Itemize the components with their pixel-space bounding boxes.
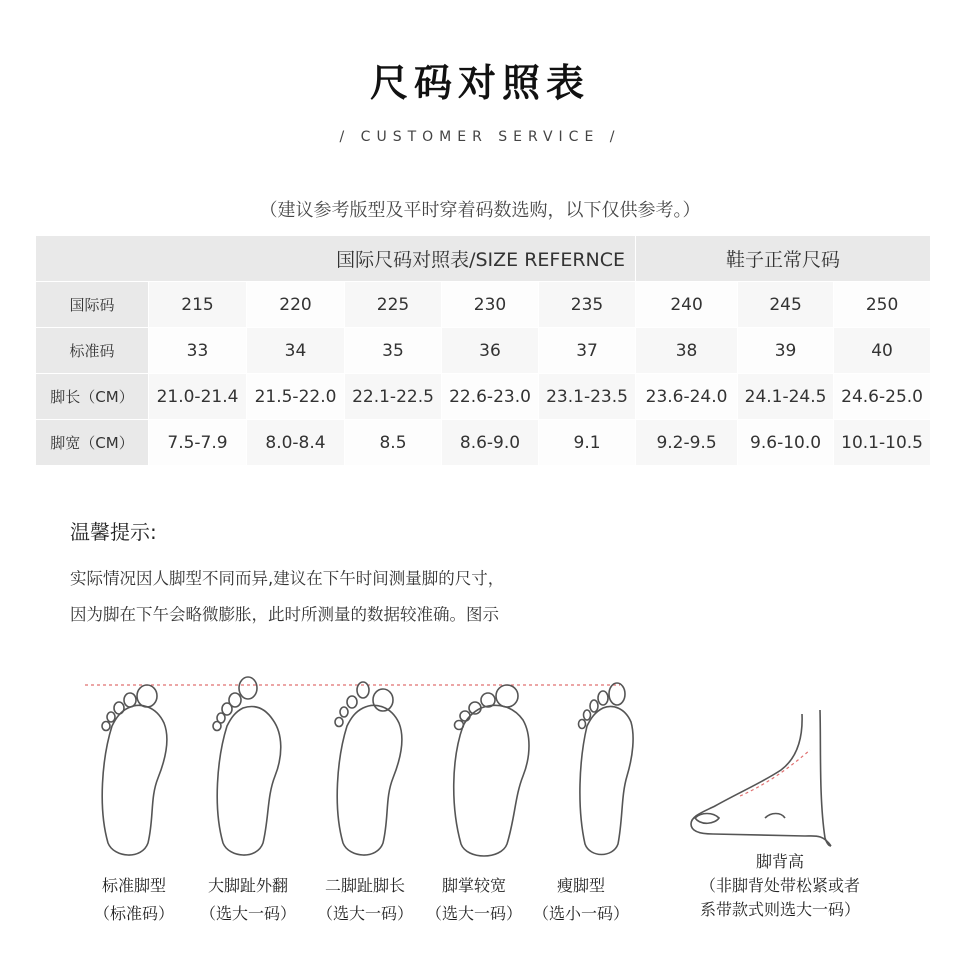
foot-name: 大脚趾外翻 (207, 876, 288, 895)
row-label: 标准码 (36, 328, 149, 374)
table-row (36, 328, 931, 374)
foot-name: 瘦脚型 (556, 876, 605, 895)
row-label: 脚长（CM） (36, 374, 149, 420)
standard-foot-icon (102, 685, 167, 855)
table-cell: 24.1-24.5 (738, 374, 834, 420)
foot-advice: （选大一码） (316, 904, 413, 923)
foot-types-illustration (80, 668, 890, 868)
bunion-foot-icon (213, 677, 281, 855)
table-cell: 37 (539, 328, 636, 374)
foot-name: 二脚趾脚长 (324, 876, 405, 895)
table-cell: 38 (636, 328, 738, 374)
foot-label-standard (74, 872, 194, 928)
table-cell: 39 (738, 328, 834, 374)
table-cell: 10.1-10.5 (834, 420, 931, 466)
foot-name: 标准脚型 (101, 876, 166, 895)
table-cell: 35 (345, 328, 442, 374)
foot-advice: （选大一码） (425, 904, 522, 923)
table-cell: 33 (149, 328, 247, 374)
table-cell: 23.1-23.5 (539, 374, 636, 420)
table-cell: 9.6-10.0 (738, 420, 834, 466)
tips-title: 温馨提示: (70, 520, 157, 544)
foot-label-slim (521, 872, 641, 928)
table-cell: 8.6-9.0 (442, 420, 539, 466)
table-cell: 8.5 (345, 420, 442, 466)
table-cell: 215 (149, 282, 247, 328)
foot-advice: （选大一码） (199, 904, 296, 923)
table-cell: 220 (247, 282, 345, 328)
table-cell: 250 (834, 282, 931, 328)
reference-note: （建议参考版型及平时穿着码数选购，以下仅供参考。） (259, 200, 701, 221)
foot-label-bunion (188, 872, 308, 928)
table-cell: 8.0-8.4 (247, 420, 345, 466)
table-heading: 国际尺码对照表/SIZE REFERNCE (36, 236, 636, 282)
foot-name: 脚掌较宽 (441, 876, 506, 895)
table-cell: 245 (738, 282, 834, 328)
table-cell: 240 (636, 282, 738, 328)
table-cell: 36 (442, 328, 539, 374)
table-row (36, 282, 931, 328)
table-cell: 7.5-7.9 (149, 420, 247, 466)
foot-label-second-toe (305, 872, 425, 928)
row-label: 脚宽（CM） (36, 420, 149, 466)
table-heading-row (36, 236, 931, 282)
wide-foot-icon (454, 685, 529, 856)
table-heading-right: 鞋子正常尺码 (636, 236, 931, 282)
row-label: 国际码 (36, 282, 149, 328)
table-cell: 21.0-21.4 (149, 374, 247, 420)
second-toe-foot-icon (335, 682, 402, 855)
table-cell: 22.6-23.0 (442, 374, 539, 420)
table-cell: 34 (247, 328, 345, 374)
table-cell: 21.5-22.0 (247, 374, 345, 420)
foot-label-wide (414, 872, 534, 928)
table-row (36, 420, 931, 466)
instep-foot-icon (691, 710, 831, 846)
size-table (35, 235, 931, 466)
foot-advice: （选小一码） (532, 904, 629, 923)
table-cell: 22.1-22.5 (345, 374, 442, 420)
slim-foot-icon (579, 683, 634, 855)
table-cell: 9.2-9.5 (636, 420, 738, 466)
instep-label: 脚背高 (755, 852, 804, 871)
table-cell: 24.6-25.0 (834, 374, 931, 420)
instep-label-block (660, 850, 900, 922)
table-cell: 9.1 (539, 420, 636, 466)
table-cell: 225 (345, 282, 442, 328)
table-row (36, 374, 931, 420)
foot-advice: （标准码） (93, 904, 174, 923)
tips-line-1: 实际情况因人脚型不同而异,建议在下午时间测量脚的尺寸， (70, 569, 505, 588)
page-title: 尺码对照表 (369, 61, 590, 105)
instep-advice-1: （非脚背处带松紧或者 (699, 876, 860, 895)
page-subtitle: / CUSTOMER SERVICE / (339, 129, 621, 145)
tips-line-2: 因为脚在下午会略微膨胀，此时所测量的数据较准确。图示 (70, 605, 499, 624)
table-cell: 235 (539, 282, 636, 328)
table-cell: 40 (834, 328, 931, 374)
instep-advice-2: 系带款式则选大一码） (699, 900, 860, 919)
table-cell: 230 (442, 282, 539, 328)
table-cell: 23.6-24.0 (636, 374, 738, 420)
